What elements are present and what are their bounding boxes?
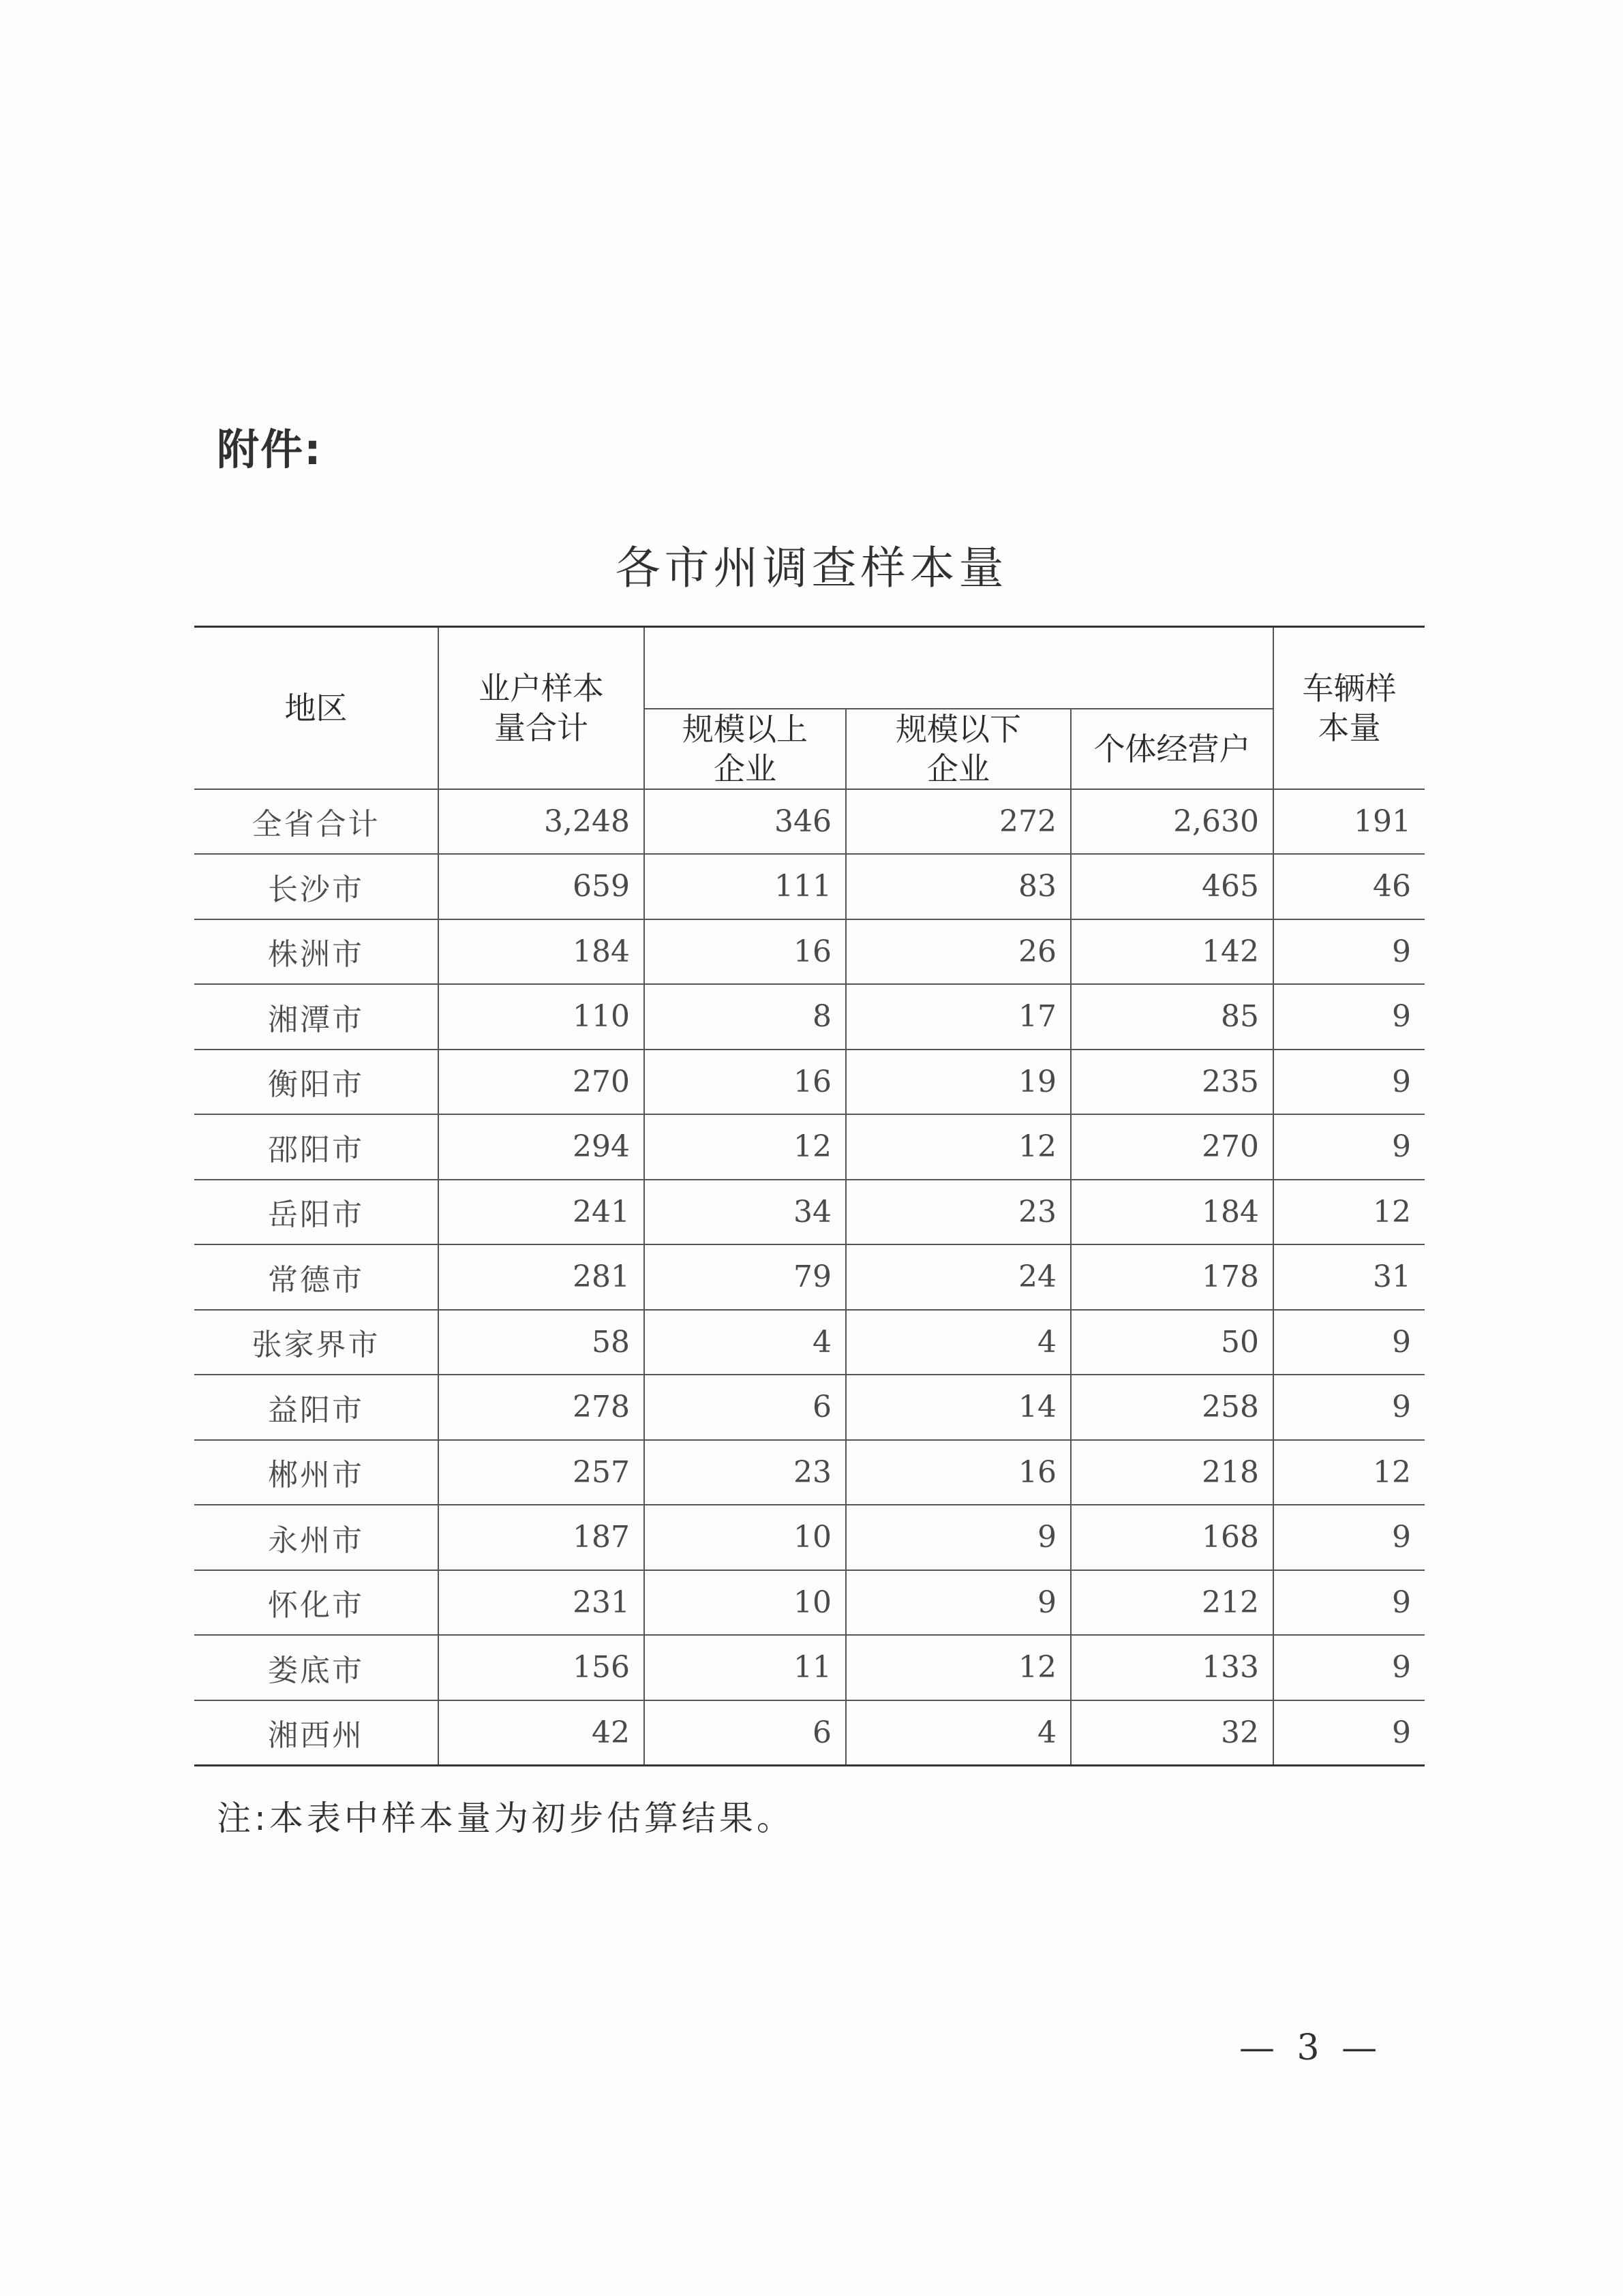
- cell-vehicle: 9: [1273, 1310, 1425, 1375]
- table-row: [194, 789, 1425, 855]
- cell-below-scale: 272: [846, 789, 1071, 855]
- cell-individual: 465: [1071, 854, 1273, 919]
- cell-above-scale: 111: [644, 854, 846, 919]
- cell-vehicle: 9: [1273, 919, 1425, 985]
- cell-individual: 168: [1071, 1505, 1273, 1570]
- cell-region: 娄底市: [194, 1635, 438, 1700]
- cell-household-total: 110: [438, 984, 644, 1050]
- table-row: [194, 1505, 1425, 1570]
- table-row: [194, 1570, 1425, 1636]
- cell-individual: 32: [1071, 1700, 1273, 1766]
- cell-region: 永州市: [194, 1505, 438, 1570]
- cell-vehicle: 191: [1273, 789, 1425, 855]
- cell-household-total: 184: [438, 919, 644, 985]
- cell-individual: 258: [1071, 1375, 1273, 1440]
- cell-region: 衡阳市: [194, 1050, 438, 1115]
- table-row: [194, 1050, 1425, 1115]
- cell-above-scale: 16: [644, 919, 846, 985]
- cell-individual: 218: [1071, 1440, 1273, 1505]
- table-title: 各市州调查样本量: [615, 542, 1008, 594]
- table-row: [194, 1244, 1425, 1310]
- cell-above-scale: 10: [644, 1505, 846, 1570]
- cell-below-scale: 12: [846, 1114, 1071, 1180]
- cell-individual: 235: [1071, 1050, 1273, 1115]
- cell-above-scale: 10: [644, 1570, 846, 1636]
- table-note: 注:本表中样本量为初步估算结果。: [217, 1798, 794, 1838]
- cell-below-scale: 4: [846, 1700, 1071, 1766]
- cell-individual: 270: [1071, 1114, 1273, 1180]
- cell-below-scale: 4: [846, 1310, 1071, 1375]
- cell-region: 郴州市: [194, 1440, 438, 1505]
- header-above-scale: 规模以上企业: [644, 709, 846, 789]
- cell-below-scale: 26: [846, 919, 1071, 985]
- header-breakdown-blank: [644, 627, 1273, 709]
- cell-above-scale: 12: [644, 1114, 846, 1180]
- cell-household-total: 257: [438, 1440, 644, 1505]
- header-vehicle: 车辆样本量: [1273, 627, 1425, 789]
- cell-region: 怀化市: [194, 1570, 438, 1636]
- cell-above-scale: 8: [644, 984, 846, 1050]
- cell-region: 全省合计: [194, 789, 438, 855]
- cell-household-total: 156: [438, 1635, 644, 1700]
- cell-region: 长沙市: [194, 854, 438, 919]
- table-row: [194, 1310, 1425, 1375]
- cell-region: 湘潭市: [194, 984, 438, 1050]
- cell-household-total: 3,248: [438, 789, 644, 855]
- cell-individual: 142: [1071, 919, 1273, 985]
- cell-above-scale: 79: [644, 1244, 846, 1310]
- cell-above-scale: 346: [644, 789, 846, 855]
- table-row: [194, 1114, 1425, 1180]
- cell-household-total: 281: [438, 1244, 644, 1310]
- table-row: [194, 1440, 1425, 1505]
- cell-below-scale: 23: [846, 1180, 1071, 1245]
- table-row: [194, 854, 1425, 919]
- cell-region: 张家界市: [194, 1310, 438, 1375]
- cell-individual: 50: [1071, 1310, 1273, 1375]
- cell-region: 湘西州: [194, 1700, 438, 1766]
- cell-below-scale: 24: [846, 1244, 1071, 1310]
- cell-region: 常德市: [194, 1244, 438, 1310]
- cell-vehicle: 46: [1273, 854, 1425, 919]
- cell-region: 岳阳市: [194, 1180, 438, 1245]
- cell-below-scale: 9: [846, 1505, 1071, 1570]
- cell-household-total: 42: [438, 1700, 644, 1766]
- cell-above-scale: 34: [644, 1180, 846, 1245]
- cell-individual: 178: [1071, 1244, 1273, 1310]
- cell-above-scale: 11: [644, 1635, 846, 1700]
- cell-household-total: 278: [438, 1375, 644, 1440]
- cell-below-scale: 17: [846, 984, 1071, 1050]
- cell-above-scale: 4: [644, 1310, 846, 1375]
- cell-below-scale: 14: [846, 1375, 1071, 1440]
- header-below-scale: 规模以下企业: [846, 709, 1071, 789]
- table-row: [194, 1375, 1425, 1440]
- cell-vehicle: 9: [1273, 984, 1425, 1050]
- cell-below-scale: 83: [846, 854, 1071, 919]
- table-row: [194, 1700, 1425, 1766]
- cell-household-total: 187: [438, 1505, 644, 1570]
- table-row: [194, 1635, 1425, 1700]
- header-individual: 个体经营户: [1071, 709, 1273, 789]
- sample-size-table: [194, 626, 1425, 1766]
- cell-vehicle: 31: [1273, 1244, 1425, 1310]
- cell-household-total: 231: [438, 1570, 644, 1636]
- attachment-label: 附件:: [217, 425, 322, 474]
- cell-below-scale: 9: [846, 1570, 1071, 1636]
- header-region: 地区: [194, 627, 438, 789]
- cell-vehicle: 9: [1273, 1375, 1425, 1440]
- cell-above-scale: 23: [644, 1440, 846, 1505]
- cell-vehicle: 9: [1273, 1700, 1425, 1766]
- cell-individual: 212: [1071, 1570, 1273, 1636]
- table-row: [194, 1180, 1425, 1245]
- table-row: [194, 919, 1425, 985]
- table-body: [194, 789, 1425, 1766]
- cell-vehicle: 12: [1273, 1440, 1425, 1505]
- cell-vehicle: 9: [1273, 1050, 1425, 1115]
- cell-vehicle: 9: [1273, 1570, 1425, 1636]
- page-number: — 3 —: [1239, 2027, 1383, 2068]
- cell-above-scale: 6: [644, 1700, 846, 1766]
- cell-vehicle: 9: [1273, 1114, 1425, 1180]
- cell-individual: 133: [1071, 1635, 1273, 1700]
- cell-individual: 184: [1071, 1180, 1273, 1245]
- cell-individual: 85: [1071, 984, 1273, 1050]
- cell-household-total: 659: [438, 854, 644, 919]
- cell-above-scale: 6: [644, 1375, 846, 1440]
- cell-vehicle: 12: [1273, 1180, 1425, 1245]
- cell-household-total: 58: [438, 1310, 644, 1375]
- cell-region: 株洲市: [194, 919, 438, 985]
- cell-household-total: 270: [438, 1050, 644, 1115]
- cell-below-scale: 16: [846, 1440, 1071, 1505]
- cell-household-total: 241: [438, 1180, 644, 1245]
- cell-below-scale: 19: [846, 1050, 1071, 1115]
- cell-household-total: 294: [438, 1114, 644, 1180]
- table-row: [194, 984, 1425, 1050]
- cell-vehicle: 9: [1273, 1635, 1425, 1700]
- cell-vehicle: 9: [1273, 1505, 1425, 1570]
- cell-individual: 2,630: [1071, 789, 1273, 855]
- cell-below-scale: 12: [846, 1635, 1071, 1700]
- header-household-total: 业户样本量合计: [438, 627, 644, 789]
- cell-region: 益阳市: [194, 1375, 438, 1440]
- cell-region: 邵阳市: [194, 1114, 438, 1180]
- cell-above-scale: 16: [644, 1050, 846, 1115]
